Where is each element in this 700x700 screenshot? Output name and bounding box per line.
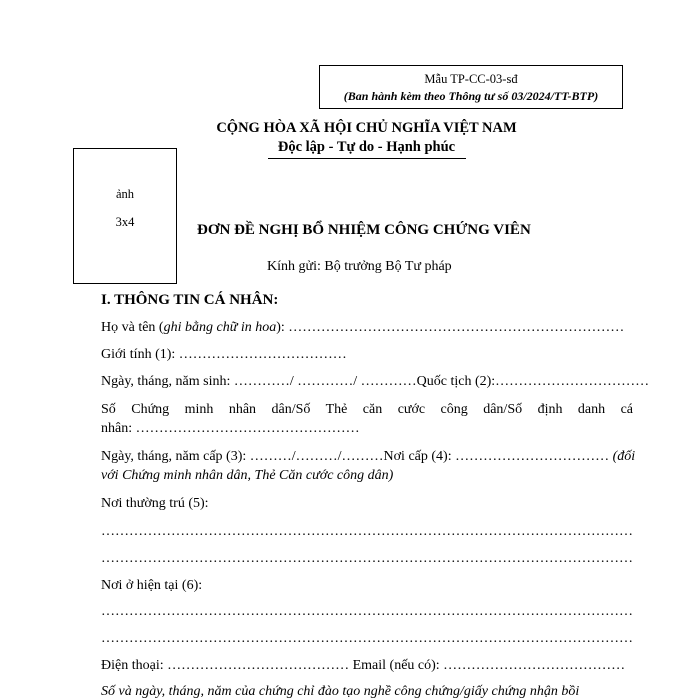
id-number-field: nhân: ………………………………………… [101, 421, 360, 436]
full-name-blank: ): ……………………………………………………………… [276, 320, 625, 335]
issue-date-text: Ngày, tháng, năm cấp (3): ………/………/………Nơi cấp (4): …………………………… [101, 449, 613, 464]
full-name-label: Họ và tên ( [101, 320, 164, 335]
id-number-label: Số Chứng minh nhân dân/Số Thẻ căn cước công dân/Số định danh cá [101, 402, 633, 417]
contact-field: Điện thoại: ………………………………… Email (nếu có): ………………………………… [101, 658, 626, 673]
issue-note: với Chứng minh nhân dân, Thẻ Căn cước công dân) [101, 468, 394, 483]
form-issued-by: (Ban hành kèm theo Thông tư số 03/2024/TT-BTP) [343, 89, 599, 103]
document-title: ĐƠN ĐỀ NGHỊ BỔ NHIỆM CÔNG CHỨNG VIÊN [197, 222, 531, 238]
recipient: Kính gửi: Bộ trưởng Bộ Tư pháp [267, 259, 452, 274]
issue-note-start: (đối [612, 449, 636, 464]
gender-field: Giới tính (1): ……………………………… [101, 347, 347, 362]
photo-size: 3x4 [115, 215, 135, 229]
motto-underline [268, 158, 466, 159]
certificate-field: Số và ngày, tháng, năm của chứng chỉ đào tạo nghề công chứng/giấy chứng nhận bồi [101, 684, 580, 699]
full-name-hint: ghi bằng chữ in hoa [163, 320, 277, 335]
form-code: Mẫu TP-CC-03-sđ [424, 72, 518, 86]
permanent-address-label: Nơi thường trú (5): [101, 496, 209, 511]
photo-label: ảnh [115, 187, 135, 201]
current-address-line: …………………………………………………………………………………………………… [101, 631, 633, 646]
permanent-address-line: …………………………………………………………………………………………………… [101, 524, 633, 539]
form-code-box [319, 65, 623, 109]
birth-nationality-field: Ngày, tháng, năm sinh: …………/ …………/ …………Quốc tịch (2):…………………………… [101, 374, 650, 389]
current-address-line: …………………………………………………………………………………………………… [101, 604, 633, 619]
nation-heading: CỘNG HÒA XÃ HỘI CHỦ NGHĨA VIỆT NAM [216, 120, 517, 136]
photo-placeholder [73, 148, 177, 284]
motto: Độc lập - Tự do - Hạnh phúc [277, 139, 456, 155]
section-heading: I. THÔNG TIN CÁ NHÂN: [101, 292, 279, 308]
current-address-label: Nơi ở hiện tại (6): [101, 578, 203, 593]
issue-date-field [101, 449, 635, 465]
full-name-field [101, 320, 624, 336]
permanent-address-line: …………………………………………………………………………………………………… [101, 551, 633, 566]
